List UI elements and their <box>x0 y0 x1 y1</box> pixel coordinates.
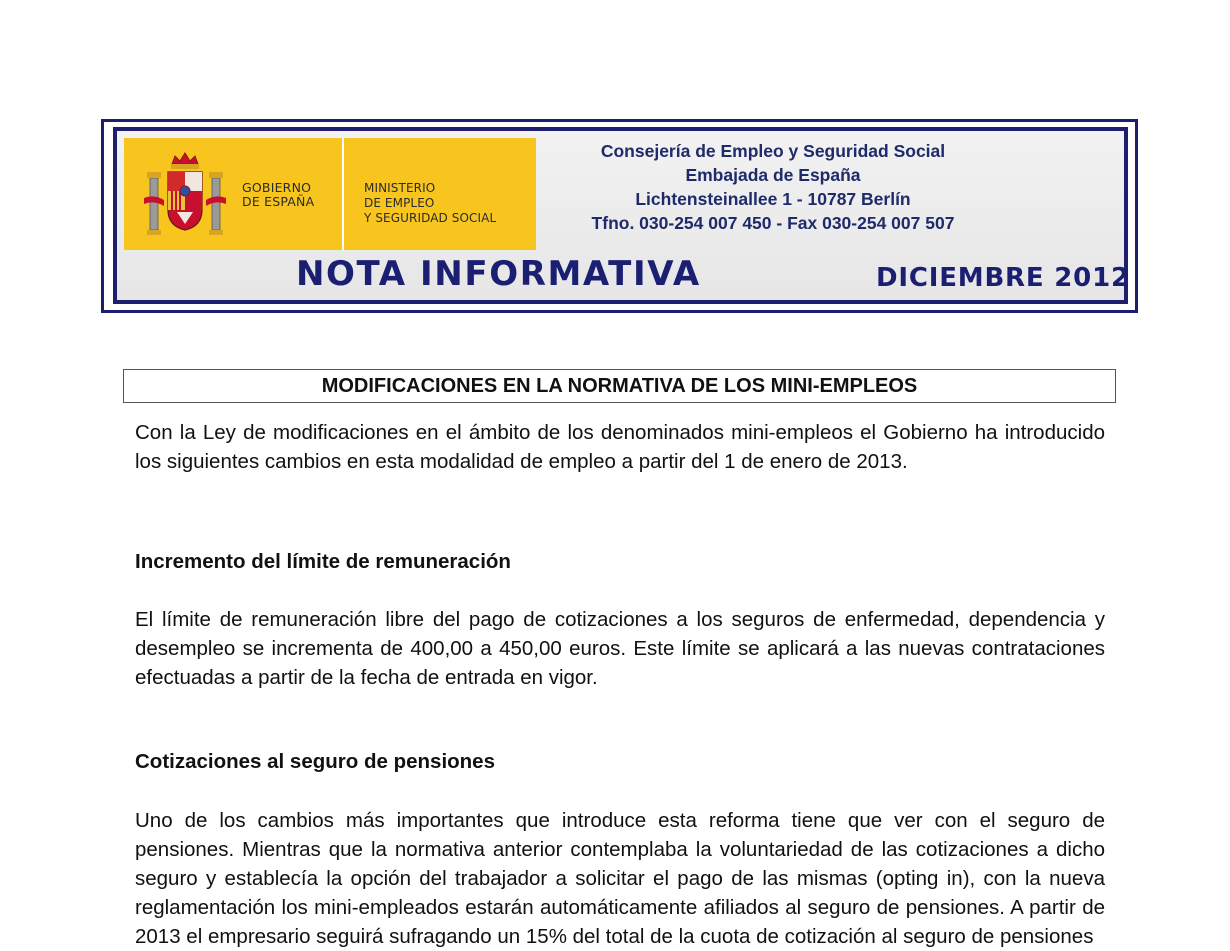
section-paragraph-remuneration: El límite de remuneración libre del pago de cotizaciones a los seguros de enfermedad, dependencia y desempleo se incrementa de 400,00 a 450,00 euros. Este límite se aplicará a las nuevas contrataciones efectuadas a partir de la fecha de entrada en vigor. <box>135 608 1105 689</box>
header-frame <box>101 119 1138 313</box>
ministerio-label: MINISTERIO DE EMPLEO Y SEGURIDAD SOCIAL <box>364 181 497 225</box>
contact-phone: Tfno. 030-254 007 450 - Fax 030-254 007 507 <box>591 213 955 233</box>
logo-divider <box>342 138 344 250</box>
document-title: MODIFICACIONES EN LA NORMATIVA DE LOS MINI-EMPLEOS <box>123 369 1116 403</box>
intro-paragraph: Con la Ley de modificaciones en el ámbito de los denominados mini-empleos el Gobierno ha introducido los siguientes cambios en esta modalidad de empleo a partir del 1 de enero de 2013. <box>135 421 1105 473</box>
section-paragraph-pensions: Uno de los cambios más importantes que introduce esta reforma tiene que ver con el seguro de pensiones. Mientras que la normativa anterior contemplaba la voluntariedad de las cotizaciones a dicho seguro y establecía la opción del trabajador a solicitar el pago de las mismas (opting in), con la nueva reglamentación los mini-empleados estarán automáticamente afiliados al seguro de pensiones. A partir de 2013 el empresario seguirá sufragando un 15% del total de la cuota de cotización al seguro de pensiones <box>135 809 1105 948</box>
contact-address: Lichtensteinallee 1 - 10787 Berlín <box>635 189 911 209</box>
gobierno-label: GOBIERNO DE ESPAÑA <box>242 180 315 209</box>
coat-of-arms-icon <box>142 150 228 242</box>
contact-info <box>553 139 993 235</box>
contact-embassy: Embajada de España <box>685 165 861 185</box>
header-inner-frame <box>113 127 1128 304</box>
nota-informativa-title: NOTA INFORMATIVA <box>296 254 701 294</box>
section-heading-remuneration: Incremento del límite de remuneración <box>135 550 511 573</box>
contact-office: Consejería de Empleo y Seguridad Social <box>600 141 946 161</box>
nota-date: DICIEMBRE 2012 <box>876 263 1130 293</box>
section-heading-pensions: Cotizaciones al seguro de pensiones <box>135 750 495 773</box>
government-logo <box>124 138 536 250</box>
